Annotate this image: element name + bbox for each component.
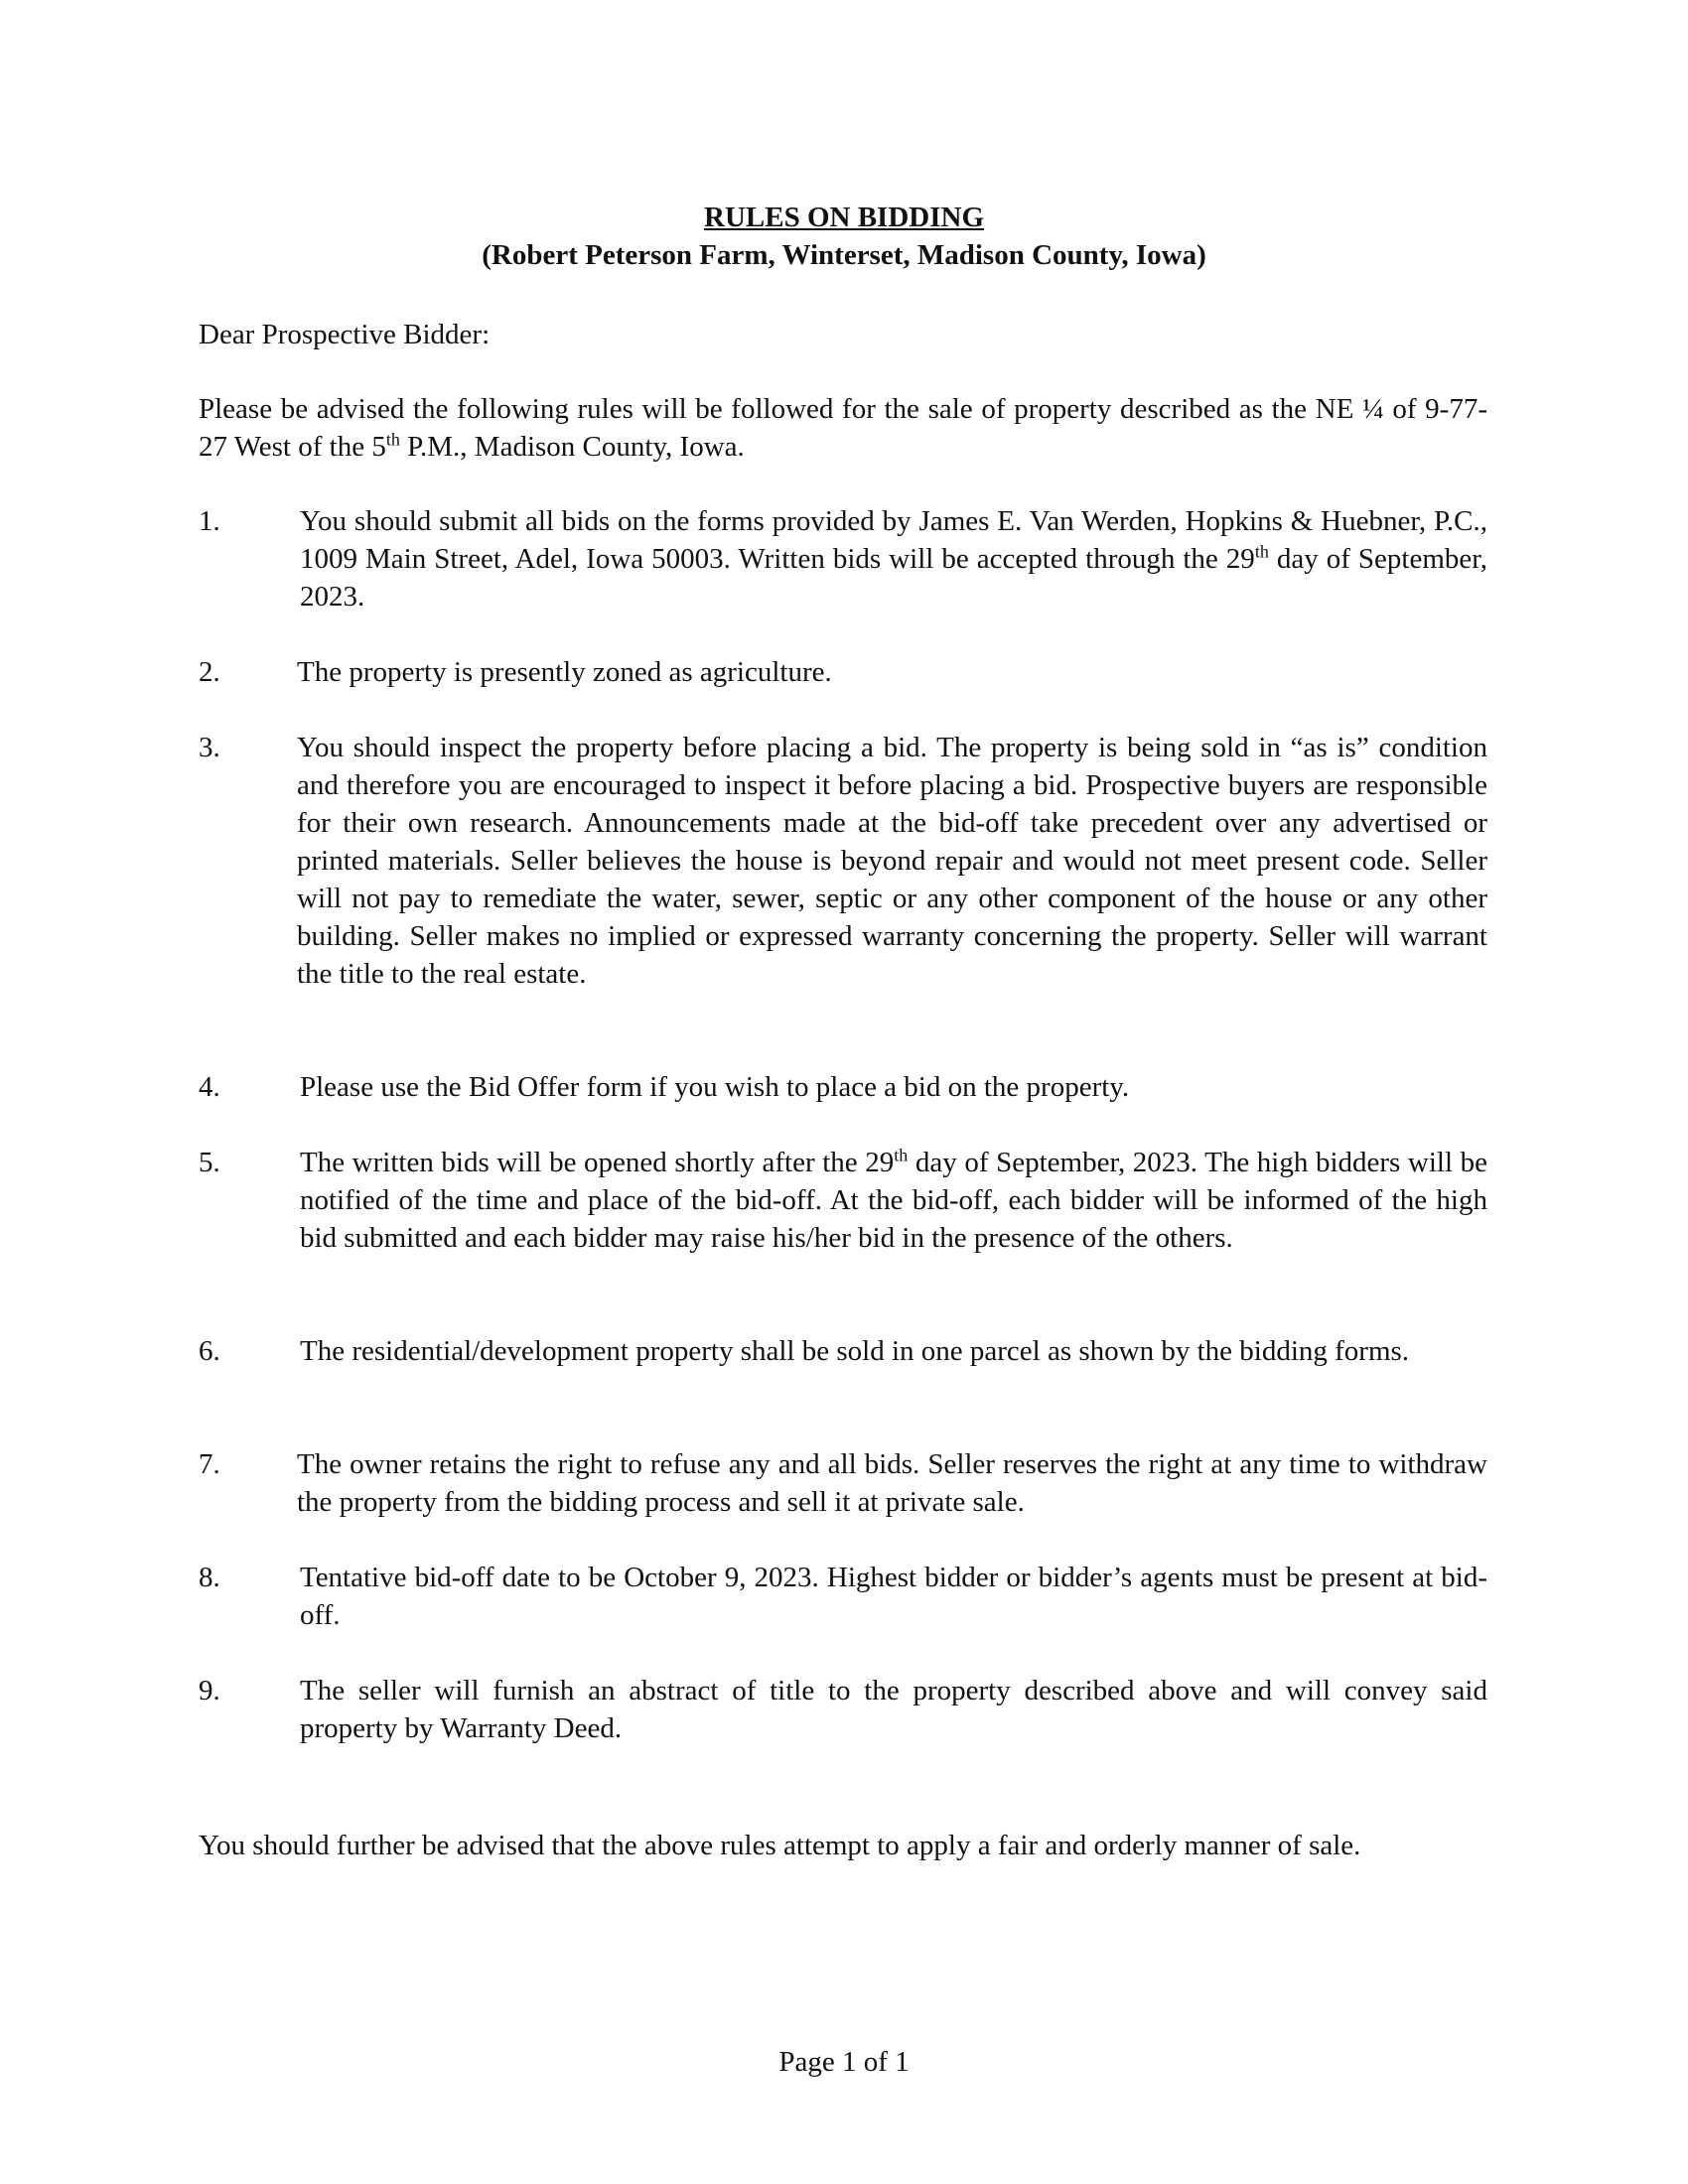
rule-number: 7. (199, 1448, 220, 1480)
rule-number: 5. (199, 1147, 220, 1178)
page-number-footer: Page 1 of 1 (778, 2046, 910, 2078)
rule-number: 4. (199, 1071, 220, 1103)
rule-text: Please use the Bid Offer form if you wish to place a bid on the property. (300, 1071, 1130, 1103)
document-heading (0, 199, 1688, 274)
closing-paragraph: You should further be advised that the above rules attempt to apply a fair and orderly manner of sale. (199, 1830, 1361, 1861)
rule-number: 9. (199, 1675, 220, 1706)
rule-text: Tentative bid-off date to be October 9, 2023. Highest bidder or bidder’s agents must be present at bid-off. (300, 1562, 1487, 1631)
rule-number: 2. (199, 656, 220, 688)
rule-number: 1. (199, 505, 220, 537)
rule-number: 8. (199, 1562, 220, 1593)
rule-text: You should submit all bids on the forms provided by James E. Van Werden, Hopkins & Huebner, P.C., 1009 Main Street, Adel, Iowa 50003. Written bids will be accepted through the 29th day of September, 2023. (300, 505, 1488, 613)
rule-number: 3. (199, 732, 220, 763)
page-subtitle: (Robert Peterson Farm, Winterset, Madison County, Iowa) (482, 239, 1206, 271)
rule-text: You should inspect the property before placing a bid. The property is being sold in “as is” condition and therefore you are encouraged to inspect it before placing a bid. Prospective buyers are responsible for their own research. Announcements made at the bid-off take precedent over any advertised or printed materials. Seller believes the house is beyond repair and would not meet present code. Seller will not pay to remediate the water, sewer, septic or any other component of the house or any other building. Seller makes no implied or expressed warranty concerning the property. Seller will warrant the title to the real estate. (297, 732, 1487, 990)
rule-text: The written bids will be opened shortly after the 29th day of September, 2023. The high bidders will be notified of the time and place of the bid-off. At the bid-off, each bidder will be informed of the high bid submitted and each bidder may raise his/her bid in the presence of the others. (300, 1145, 1487, 1254)
rule-text: The residential/development property shall be sold in one parcel as shown by the bidding forms. (300, 1335, 1410, 1367)
salutation: Dear Prospective Bidder: (199, 319, 491, 350)
rule-text: The property is presently zoned as agriculture. (297, 656, 832, 688)
intro-paragraph: Please be advised the following rules will be followed for the sale of property described as the NE ¼ of 9-77-27 West of the 5th P.M., Madison County, Iowa. (199, 393, 1487, 463)
rule-number: 6. (199, 1335, 220, 1367)
rule-text: The owner retains the right to refuse any and all bids. Seller reserves the right at any time to withdraw the property from the bidding process and sell it at private sale. (297, 1448, 1487, 1518)
rule-text: The seller will furnish an abstract of title to the property described above and will convey said property by Warranty Deed. (300, 1675, 1487, 1744)
page-title: RULES ON BIDDING (704, 202, 984, 233)
